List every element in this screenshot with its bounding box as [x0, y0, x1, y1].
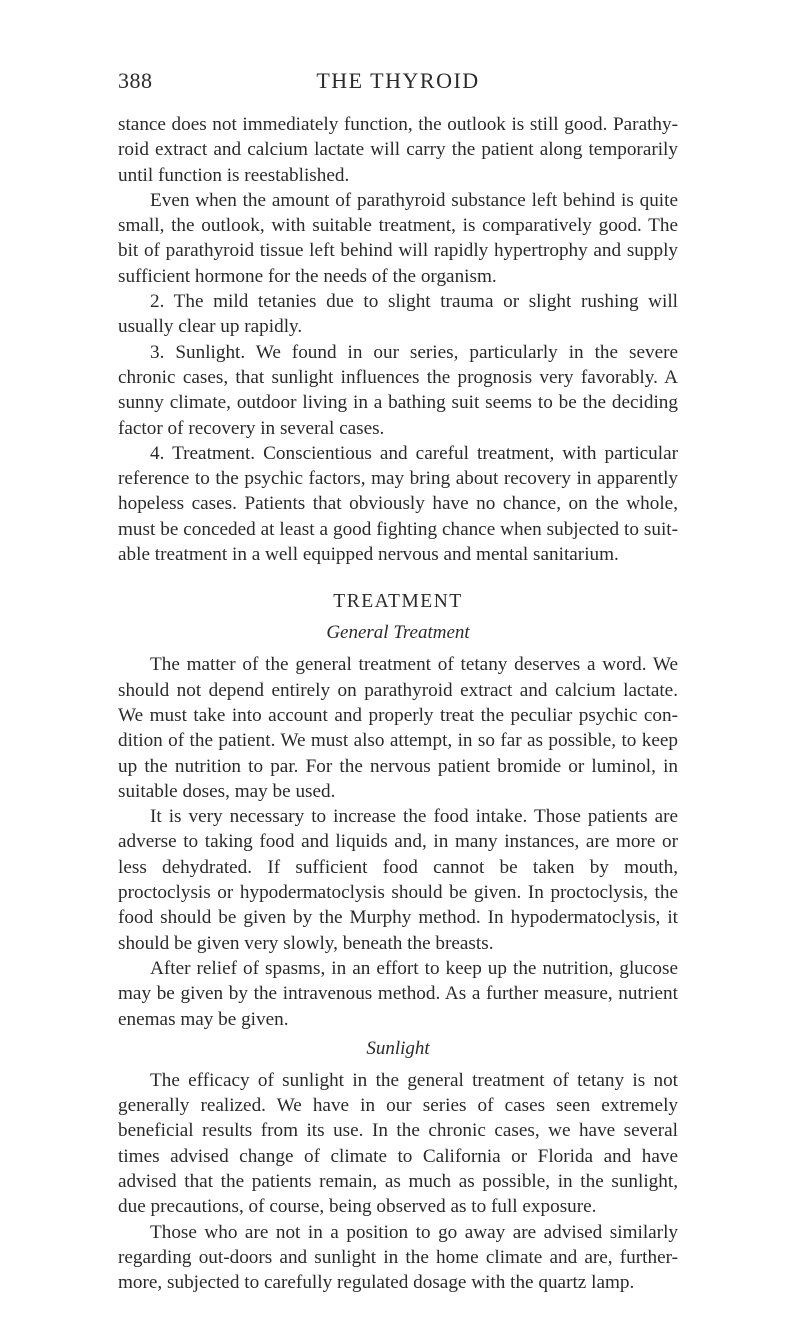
subheading-general-treatment: General Treatment: [326, 622, 470, 644]
running-title: THE THYROID: [316, 68, 480, 93]
paragraph-general-2: It is very necessary to increase the food intake. Those patients are adverse to taking food and liquids and, in many instances, are more or less dehydrated. If sufficient food cannot be taken by mouth, proctoclysis or hypodermatoclysis should be given. In proctoclysis, the food should be given by the Murphy method. In hypodermatoclysis, it should be given very slowly, beneath the breasts.: [118, 806, 678, 954]
body-text: [118, 112, 678, 1295]
page-number: 388: [118, 68, 153, 93]
paragraph-outlook: Even when the amount of parathyroid substance left behind is quite small, the outlook, with suitable treatment, is comparatively good. The bit of parathyroid tissue left behind will rapidly hypertrophy and supply sufficient hormone for the needs of the organism.: [118, 189, 678, 287]
paragraph-continuation: stance does not immediately function, the outlook is still good. Parathy-roid extract and calcium lactate will carry the patient along temporarily until function is reestablished.: [118, 114, 678, 186]
section-heading-treatment: TREATMENT: [333, 591, 463, 613]
paragraph-point-3: 3. Sunlight. We found in our series, particularly in the severe chronic cases, that sunlight influences the prognosis very favorably. A sunny climate, outdoor living in a bathing suit seems to be the deciding factor of recovery in several cases.: [118, 341, 678, 439]
subheading-sunlight: Sunlight: [366, 1037, 430, 1059]
paragraph-sunlight-1: The efficacy of sunlight in the general treatment of tetany is not generally realized. We have in our series of cases seen extremely beneficial results from its use. In the chronic cases, we have several times advised change of climate to California or Florida and have advised that the patients remain, as much as possible, in the sunlight, due precautions, of course, being observed as to full exposure.: [118, 1069, 678, 1218]
paragraph-point-4: 4. Treatment. Conscientious and careful treatment, with particular reference to the psychic factors, may bring about recovery in apparently hopeless cases. Patients that obviously have no chance, on the whole, must be conceded at least a good fighting chance when subjected to suit-able treatment in a well equipped nervous and mental sanitarium.: [118, 442, 678, 566]
running-head: [118, 68, 678, 98]
paragraph-general-1: The matter of the general treatment of tetany deserves a word. We should not depend entirely on parathyroid extract and calcium lactate. We must take into account and properly treat the peculiar psychic con-dition of the patient. We must also attempt, in so far as possible, to keep up the nutrition to par. For the nervous patient bromide or luminol, in suitable doses, may be used.: [118, 654, 678, 802]
paragraph-point-2: 2. The mild tetanies due to slight trauma or slight rushing will usually clear up rapidly.: [118, 291, 678, 338]
paragraph-general-3: After relief of spasms, in an effort to keep up the nutrition, glucose may be given by the intravenous method. As a further measure, nutrient enemas may be given.: [118, 957, 678, 1030]
paragraph-sunlight-2: Those who are not in a position to go away are advised similarly regarding out-doors and sunlight in the home climate and are, further-more, subjected to carefully regulated dosage with the quartz lamp.: [118, 1221, 678, 1294]
